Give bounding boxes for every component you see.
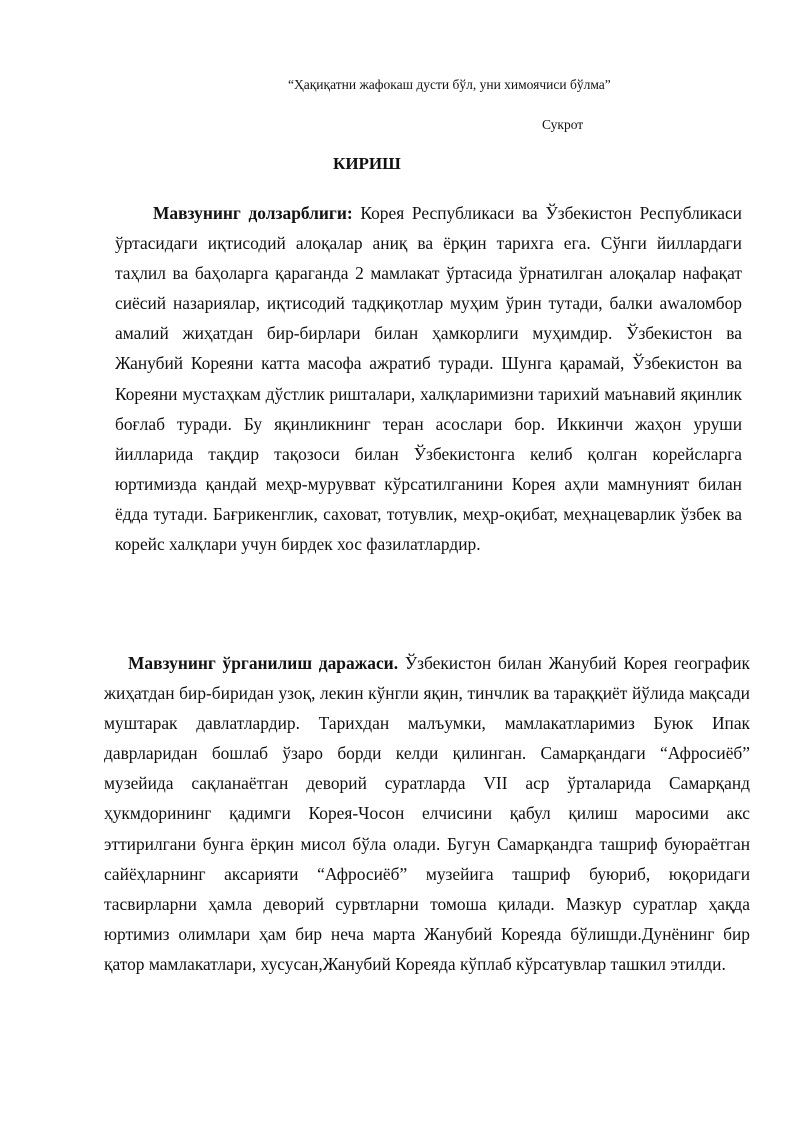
paragraph-study-level (104, 648, 750, 979)
section-title: КИРИШ (333, 154, 401, 173)
paragraph-lead: Мавзунинг ўрганилиш даражаси. (128, 653, 399, 673)
paragraph-body: Ўзбекистон билан Жанубий Корея географик жиҳатдан бир-биридан узоқ, лекин кўнгли яқин, тинчлик ва тараққиёт йўлида мақсади муштарак давлатлардир. Тарихдан малъумки, мамлакатларимиз Буюк Ипак даврларидан бошлаб ўзаро борди келди қилинган. Самарқандаги “Афросиёб” музейида сақланаётган деворий суратларда VII аср ўрталарида Самарқанд ҳукмдорининг қадимги Корея-Чосон елчисини қабул қилиш маросими акс эттирилгани бунга ёрқин мисол бўла олади. Бугун Самарқандга ташриф буюраётган сайёҳларнинг аксарияти “Афросиёб” музейига ташриф буюриб, юқоридаги тасвирларни ҳамла деворий сурвтларни томоша қилади. Мазкур суратлар ҳақда юртимиз олимлари ҳам бир неча марта Жанубий Кореяда бўлишди.Дунёнинг бир қатор мамлакатлари, хусусан,Жанубий Кореяда кўплаб кўрсатувлар ташкил этилди. (104, 653, 750, 974)
paragraph-body: Корея Республикаси ва Ўзбекистон Республикаси ўртасидаги иқтисодий алоқалар аниқ ва ёрқин тарихга ега. Сўнги йиллардаги таҳлил ва баҳоларга қараганда 2 мамлакат ўртасида ўрнатилган алоқалар нафақат сиёсий назариялар, иқтисодий тадқиқотлар муҳим ўрин тутади, балки аwаломбор амалий жиҳатдан бир-бирлари билан ҳамкорлиги муҳимдир. Ўзбекистон ва Жанубий Кореяни катта масофа ажратиб туради. Шунга қарамай, Ўзбекистон ва Кореяни мустаҳкам дўстлик ришталари, халқларимизни тарихий маънавий яқинлик боғлаб туради. Бу яқинликнинг теран асослари бор. Иккинчи жаҳон уруши йилларида тақдир тақозоси билан Ўзбекистонга келиб қолган корейсларга юртимизда қандай меҳр-мурувват кўрсатилганини Корея аҳли мамнуният билан ёдда тутади. Бағрикенглик, саховат, тотувлик, меҳр-оқибат, меҳнацеварлик ўзбек ва корейс халқлари учун бирдек хос фазилатлардир. (115, 203, 742, 555)
paragraph-relevance (115, 198, 742, 559)
epigraph-author: Сукрот (542, 117, 584, 132)
paragraph-lead: Мавзунинг долзарблиги: (153, 203, 353, 223)
epigraph-quote: “Ҳақиқатни жафокаш дусти бўл, уни химоячиси бўлма” (288, 77, 611, 92)
